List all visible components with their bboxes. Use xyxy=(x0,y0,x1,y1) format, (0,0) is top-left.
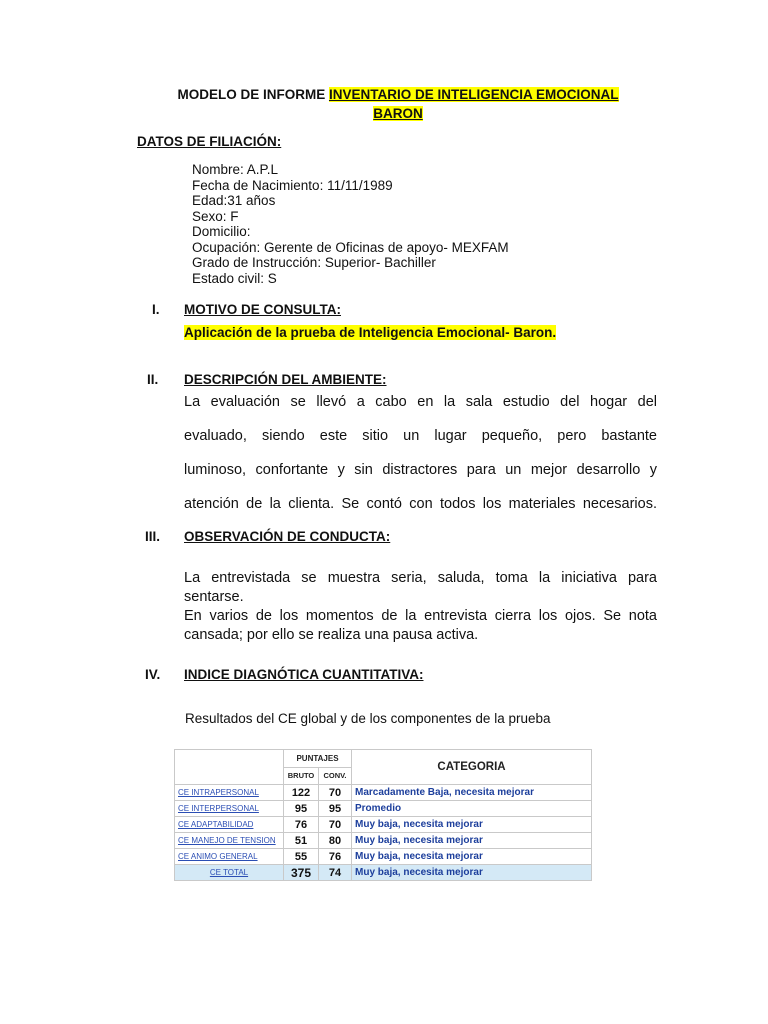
section-number-ambiente: II. xyxy=(147,372,159,387)
title-plain: MODELO DE INFORME xyxy=(177,87,329,102)
filiacion-item: Nombre: A.P.L xyxy=(192,162,279,177)
motivo-text-wrap xyxy=(184,325,556,340)
title-highlight-2: BARON xyxy=(373,106,423,121)
section-number-motivo: I. xyxy=(152,302,160,317)
conv-cell: 80 xyxy=(319,833,352,849)
total-categoria-cell: Muy baja, necesita mejorar xyxy=(352,865,592,881)
puntajes-header: PUNTAJES xyxy=(284,750,352,768)
total-component-link[interactable]: CE TOTAL xyxy=(175,865,284,881)
table-corner xyxy=(175,750,284,785)
section-title-motivo: MOTIVO DE CONSULTA: xyxy=(184,302,341,317)
conducta-text-2: En varios de los momentos de la entrevista cierra los ojos. Se nota cansada; por ello se realiza una pausa activa. xyxy=(184,608,657,643)
component-link[interactable]: CE INTERPERSONAL xyxy=(175,801,284,817)
motivo-text: Aplicación de la prueba de Inteligencia Emocional- Baron. xyxy=(184,325,557,340)
ambiente-line: evaluado, siendo este sitio un lugar pequeño, pero bastante xyxy=(184,428,657,444)
bruto-cell: 95 xyxy=(284,801,319,817)
filiacion-item: Domicilio: xyxy=(192,224,251,239)
categoria-cell: Muy baja, necesita mejorar xyxy=(352,817,592,833)
table-row xyxy=(175,833,592,849)
section-number-conducta: III. xyxy=(145,529,161,544)
ambiente-line: atención de la clienta. Se contó con todos los materiales necesarios. xyxy=(184,496,657,512)
categoria-cell: Muy baja, necesita mejorar xyxy=(352,849,592,865)
bruto-cell: 55 xyxy=(284,849,319,865)
component-link[interactable]: CE MANEJO DE TENSION xyxy=(175,833,284,849)
filiacion-item: Fecha de Nacimiento: 11/11/1989 xyxy=(192,177,393,193)
table-row xyxy=(175,817,592,833)
section-number-indice: IV. xyxy=(145,667,161,682)
conv-cell: 70 xyxy=(319,817,352,833)
table-row xyxy=(175,849,592,865)
conv-cell: 70 xyxy=(319,785,352,801)
bruto-cell: 122 xyxy=(284,785,319,801)
conducta-text-1: La entrevistada se muestra seria, saluda, toma la iniciativa para sentarse. xyxy=(184,570,657,605)
filiacion-item: Estado civil: S xyxy=(192,270,277,286)
table-row xyxy=(175,801,592,817)
component-link[interactable]: CE ADAPTABILIDAD xyxy=(175,817,284,833)
table-total-row xyxy=(175,865,592,881)
conv-cell: 95 xyxy=(319,801,352,817)
section-title-ambiente: DESCRIPCIÓN DEL AMBIENTE: xyxy=(184,372,387,387)
ambiente-paragraph xyxy=(184,385,657,521)
results-table xyxy=(174,749,592,881)
filiacion-item: Ocupación: Gerente de Oficinas de apoyo- MEXFAM xyxy=(192,239,509,255)
filiacion-heading: DATOS DE FILIACIÓN: xyxy=(137,134,282,149)
bruto-cell: 51 xyxy=(284,833,319,849)
resultados-subtitle: Resultados del CE global y de los componentes de la prueba xyxy=(185,711,551,726)
categoria-header: CATEGORIA xyxy=(352,750,592,785)
conducta-paragraph xyxy=(184,569,657,645)
filiacion-list xyxy=(192,162,509,286)
section-title-indice: INDICE DIAGNÓTICA CUANTITATIVA: xyxy=(184,667,424,682)
component-link[interactable]: CE INTRAPERSONAL xyxy=(175,785,284,801)
filiacion-item: Edad:31 años xyxy=(192,193,276,208)
filiacion-item: Sexo: F xyxy=(192,208,239,224)
categoria-cell: Marcadamente Baja, necesita mejorar xyxy=(352,785,592,801)
section-title-conducta: OBSERVACIÓN DE CONDUCTA: xyxy=(184,529,391,544)
component-link[interactable]: CE ANIMO GENERAL xyxy=(175,849,284,865)
conv-cell: 76 xyxy=(319,849,352,865)
bruto-header: BRUTO xyxy=(284,767,319,785)
total-bruto-cell: 375 xyxy=(284,865,319,881)
ambiente-line: La evaluación se llevó a cabo en la sala estudio del hogar del xyxy=(184,394,657,410)
title-highlight-1: INVENTARIO DE INTELIGENCIA EMOCIONAL xyxy=(328,87,619,102)
categoria-cell: Muy baja, necesita mejorar xyxy=(352,833,592,849)
filiacion-item: Grado de Instrucción: Superior- Bachiller xyxy=(192,255,436,270)
categoria-cell: Promedio xyxy=(352,801,592,817)
document-title xyxy=(130,85,666,123)
table-row xyxy=(175,785,592,801)
bruto-cell: 76 xyxy=(284,817,319,833)
total-conv-cell: 74 xyxy=(319,865,352,881)
ambiente-line: luminoso, confortante y sin distractores para un mejor desarrollo y xyxy=(184,462,657,478)
conv-header: CONV. xyxy=(319,767,352,785)
